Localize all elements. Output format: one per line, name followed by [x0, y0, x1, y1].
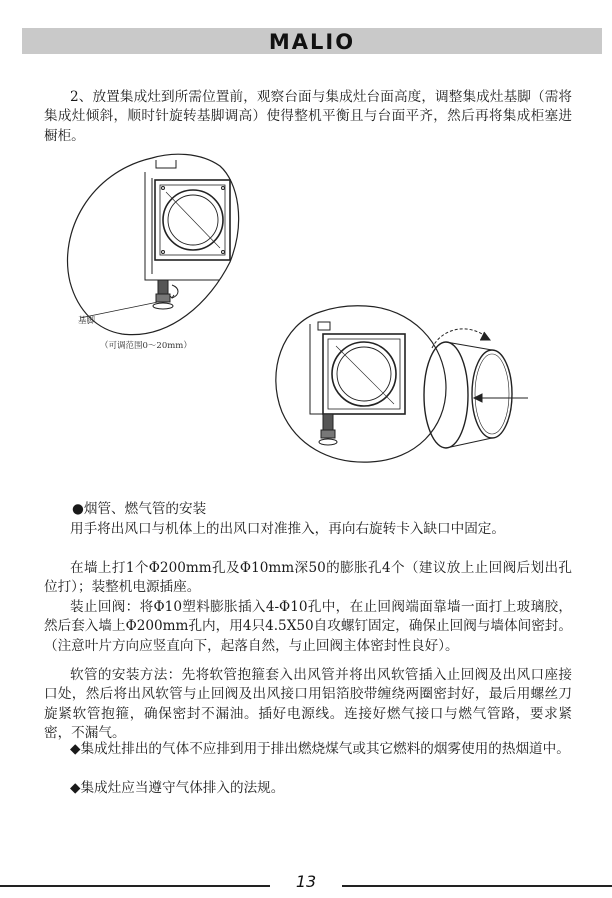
paragraph-check-valve: 装止回阀：将Φ10塑料膨胀插入4-Φ10孔中，在止回阀端面靠墙一面打上玻璃胶，然后套入墙上Φ200mm孔内，用4只4.5X50自攻螺钉固定，确保止回阀与墙体间密封。（注意叶片方向应竖直向下，起落自然，与止回阀主体密封性良好）。 — [44, 599, 572, 654]
adjustable-leg-right — [319, 414, 337, 445]
leg-label: 基脚 — [78, 316, 96, 326]
section-title: ●烟管、燃气管的安装 — [72, 501, 207, 517]
paragraph-regulation: ◆集成灶应当遵守气体排入的法规。 — [70, 780, 285, 796]
adjust-range-label: （可调范围0～20mm） — [100, 341, 192, 351]
magnify-outline-right — [276, 306, 446, 462]
installation-step-2: 2、放置集成灶到所需位置前，观察台面与集成灶台面高度，调整集成灶基脚（需将集成灶倾斜，顺时针旋转基脚调高）使得整机平衡且与台面平齐，然后再将集成柜塞进橱柜。 — [44, 89, 572, 144]
paragraph-exhaust-warning: ◆集成灶排出的气体不应排到用于排出燃烧煤气或其它燃料的烟雾使用的热烟道中。 — [70, 741, 570, 757]
header-bar — [22, 28, 602, 54]
paragraph-outlet-fix: 用手将出风口与机体上的出风口对准推入，再向右旋转卡入缺口中固定。 — [70, 521, 505, 537]
magnify-outline-left — [68, 154, 239, 334]
paragraph-wall-hole: 在墙上打1个Φ200mm孔及Φ10mm深50的膨胀孔4个（建议放上止回阀后划出孔位打）；装整机电源插座。 — [44, 560, 572, 596]
page-number: 13 — [295, 872, 317, 891]
footer-line-left — [0, 885, 270, 887]
brand-logo: MALIO — [268, 30, 356, 54]
paragraph-hose-install: 软管的安装方法：先将软管抱箍套入出风管并将出风软管插入止回阀及出风口座接口处，然后将出风软管与止回阀及出风接口用铝箔胶带缠绕两圈密封好，最后用螺丝刀旋紧软管抱箍，确保密封不漏油。插好电源线。连接好燃气接口与燃气管路，要求紧密，不漏气。 — [44, 667, 572, 742]
adjustable-leg-left — [153, 280, 178, 309]
footer-line-right — [342, 885, 612, 887]
installation-illustration — [60, 152, 560, 497]
outlet-collar — [424, 342, 512, 448]
